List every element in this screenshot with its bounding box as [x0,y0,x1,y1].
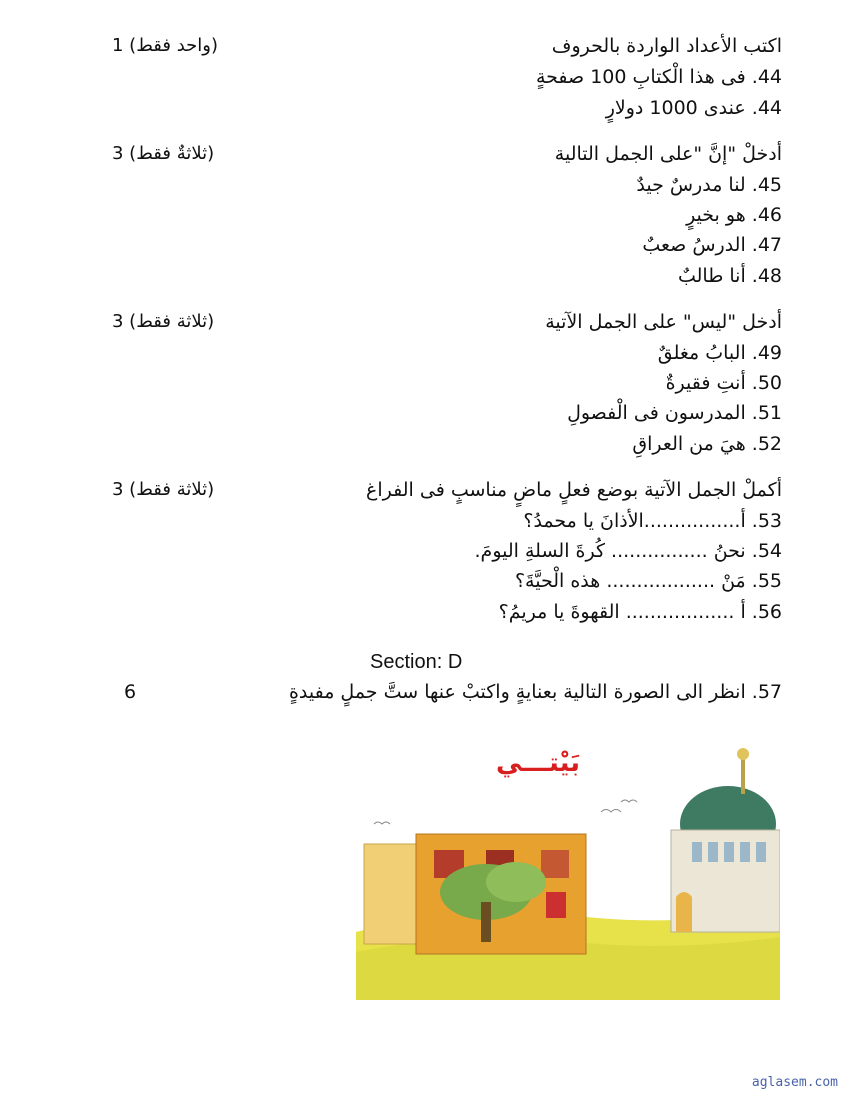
question-item: 44. عندى 1000 دولارٍ [605,97,782,119]
question-item: 50. أنتِ فقيرةٌ [665,372,782,394]
bird-icon [374,822,390,824]
picture-title: بَيْتـــي [496,748,580,778]
mosque-window [740,842,750,862]
question-item: 45. لنا مدرسٌ جيدٌ [636,174,782,196]
house-illustration [356,742,780,1000]
question-instruction: أدخل "ليس" على الجمل الآتية [545,311,782,333]
bird-icon [601,810,621,813]
question-item: 49. البابُ مغلقٌ [657,342,782,364]
question-item: 52. هيَ من العراقِ [632,433,782,455]
mosque-window [708,842,718,862]
mosque-door [676,892,692,932]
marks-label: (ثلاثةٌ فقط) 3 [112,143,215,164]
mosque-window [724,842,734,862]
question-item: 56. أ .................. القهوةَ يا مريمُ؟ [498,601,782,623]
house-door [546,892,566,918]
bird-icon [621,800,637,802]
tree-foliage [486,862,546,902]
marks-label: (واحد فقط) 1 [112,35,219,56]
question-item: 44. فى هذا الْكتابِ 100 صفحةٍ [535,66,782,88]
question-item: 53. أ................الأذانَ يا محمدُ؟ [523,510,782,532]
marks-label: (ثلاثة فقط) 3 [112,311,215,332]
question-item: 55. مَنْ .................. هذه الْحيَّةَ؟ [514,570,782,592]
question-instruction: اكتب الأعداد الواردة بالحروف [551,35,782,57]
house-window [541,850,569,878]
mosque-window [756,842,766,862]
house-scene [356,742,780,1000]
marks-label: (ثلاثة فقط) 3 [112,479,215,500]
question-instruction: أدخلْ "إنَّ "على الجمل التالية [554,143,782,165]
question-item: 48. أنا طالبٌ [677,265,782,287]
marks-label: 6 [124,681,137,703]
question-item: 46. هو بخيرٍ [686,204,782,226]
question-item: 54. نحنُ ................ كُرةَ السلةِ اليومَ. [474,540,782,562]
question-item: 51. المدرسون فى الْفصولِ [567,402,782,424]
crescent-icon [737,748,749,760]
mosque-window [692,842,702,862]
watermark[interactable]: aglasem.com [751,1075,838,1090]
question-item: 47. الدرسُ صعبٌ [642,234,782,256]
question-instruction: 57. انظر الى الصورة التالية بعنايةٍ واكتبْ عنها ستَّ جملٍ مفيدةٍ [288,681,782,703]
section-heading: Section: D [370,651,463,673]
question-instruction: أكملْ الجمل الآتية بوضع فعلٍ ماضٍ مناسبٍ فى الفراغ [366,479,782,501]
tree-trunk [481,902,491,942]
